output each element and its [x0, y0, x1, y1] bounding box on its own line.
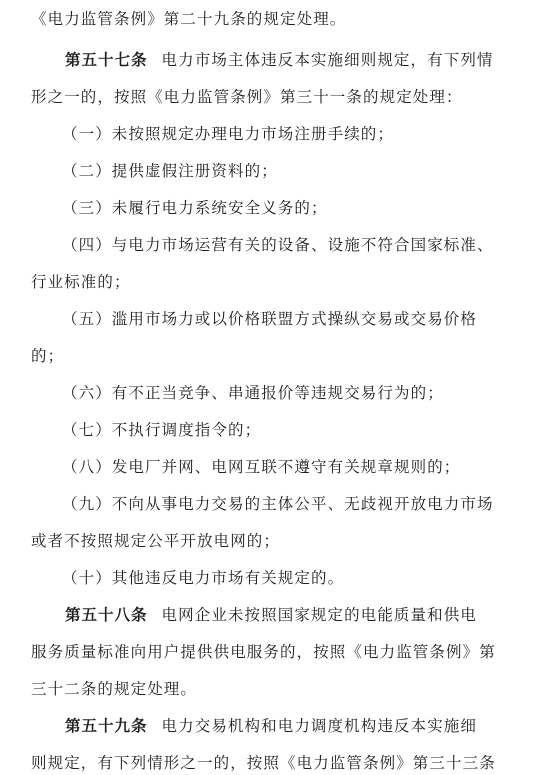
body-text: 三十二条的规定处理。: [31, 680, 198, 698]
list-item: [62, 420, 261, 440]
list-item-text: 行业标准的；: [31, 273, 131, 291]
body-text: 《电力监管条例》第二十九条的规定处理。: [31, 10, 347, 28]
article-heading: 第五十七条: [65, 51, 148, 69]
list-item-text: （九）不向从事电力交易的主体公平、无歧视开放电力市场: [62, 495, 494, 513]
list-item-text: （五）滥用市场力或以价格联盟方式操纵交易或交易价格: [62, 310, 478, 328]
list-item: [62, 457, 460, 477]
list-item-text: （三）未履行电力系统安全义务的；: [62, 199, 328, 217]
list-item: [62, 161, 278, 181]
article-heading: 第五十九条: [65, 717, 148, 735]
list-item: [62, 124, 394, 144]
list-item-text: （一）未按照规定办理电力市场注册手续的；: [62, 125, 395, 143]
list-item-text: （二）提供虚假注册资料的；: [62, 162, 278, 180]
list-item-continuation: [31, 272, 131, 292]
list-item: [62, 494, 494, 514]
article-58-first-line: [65, 605, 477, 625]
list-item-text: （四）与电力市场运营有关的设备、设施不符合国家标准、: [62, 236, 494, 254]
list-item-text: （八）发电厂并网、电网互联不遵守有关规章规则的；: [62, 458, 461, 476]
list-item: [62, 309, 477, 329]
body-text: 电网企业未按照国家规定的电能质量和供电: [161, 606, 477, 624]
list-item-text: 的；: [31, 347, 65, 365]
list-item: [62, 235, 494, 255]
body-line: [31, 87, 463, 107]
body-line: [31, 679, 197, 699]
body-line: [31, 642, 496, 662]
list-item-text: （十）其他违反电力市场有关规定的。: [62, 569, 345, 587]
list-item-text: （七）不执行调度指令的；: [62, 421, 262, 439]
list-item-text: 或者不按照规定公平开放电网的；: [31, 532, 281, 550]
list-item: [62, 198, 328, 218]
list-item: [62, 568, 344, 588]
body-text: 服务质量标准向用户提供供电服务的，按照《电力监管条例》第: [31, 643, 496, 661]
article-57-first-line: [65, 50, 494, 70]
body-text: 电力交易机构和电力调度机构违反本实施细: [161, 717, 477, 735]
list-item-text: （六）有不正当竞争、串通报价等违规交易行为的；: [62, 384, 444, 402]
article-59-first-line: [65, 716, 477, 736]
list-item-continuation: [31, 531, 280, 551]
article-heading: 第五十八条: [65, 606, 148, 624]
body-line: [31, 753, 496, 773]
body-line: [31, 9, 346, 29]
body-text: 则规定，有下列情形之一的，按照《电力监管条例》第三十三条: [31, 754, 496, 772]
body-text: 电力市场主体违反本实施细则规定，有下列情: [161, 51, 494, 69]
body-text: 形之一的，按照《电力监管条例》第三十一条的规定处理：: [31, 88, 463, 106]
list-item: [62, 383, 444, 403]
list-item-continuation: [31, 346, 64, 366]
